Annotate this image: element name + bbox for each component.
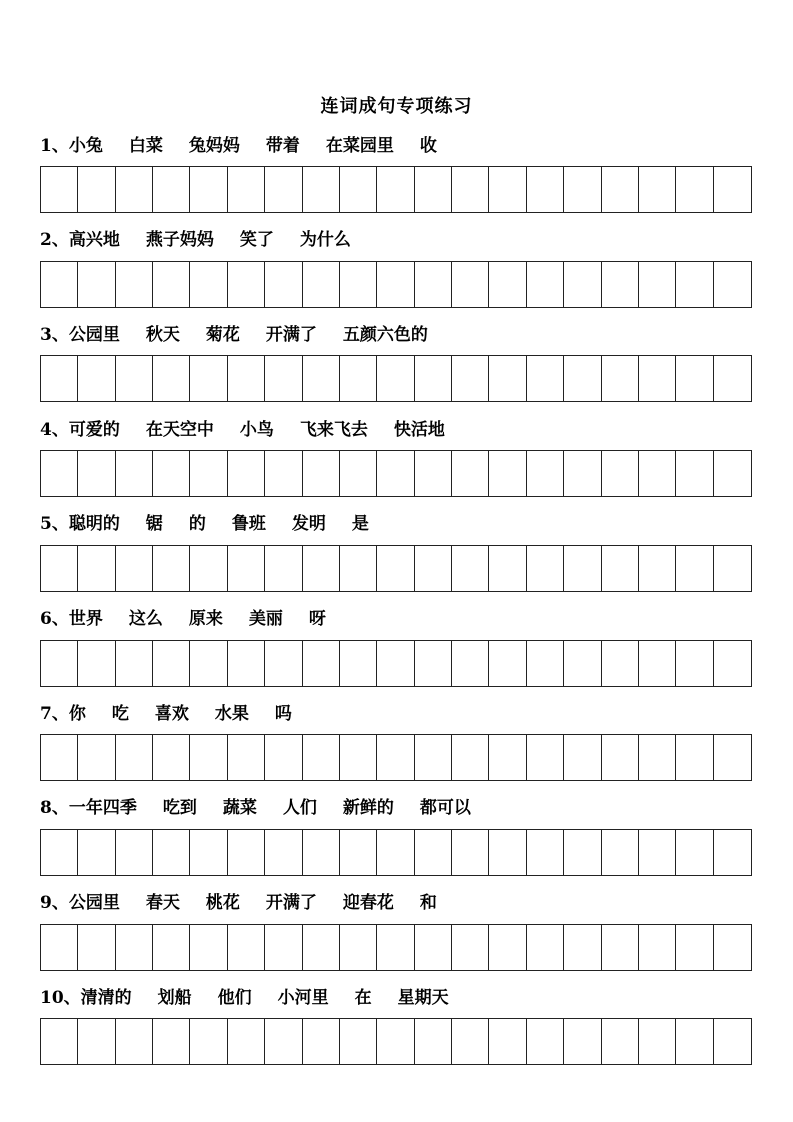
answer-cell[interactable] [564, 356, 601, 401]
answer-cell[interactable] [714, 1019, 751, 1064]
answer-cell[interactable] [78, 1019, 115, 1064]
answer-cell[interactable] [415, 167, 452, 212]
question-number: 10、 [40, 987, 81, 1008]
word-card: 和 [419, 893, 437, 914]
answer-cell[interactable] [116, 451, 153, 496]
answer-cell[interactable] [415, 641, 452, 686]
answer-cell[interactable] [527, 167, 564, 212]
answer-cell[interactable] [639, 451, 676, 496]
word-card: 高兴地 [68, 230, 120, 251]
answer-cell[interactable] [377, 735, 414, 780]
answer-cell[interactable] [340, 167, 377, 212]
answer-cell[interactable] [116, 546, 153, 591]
word-card: 美丽 [248, 609, 283, 629]
answer-cell[interactable] [78, 167, 115, 212]
question-prompt [40, 132, 752, 154]
answer-cell[interactable] [190, 925, 227, 970]
word-card: 飞来飞去 [299, 419, 368, 440]
question-3 [40, 321, 752, 402]
answer-cell[interactable] [415, 830, 452, 875]
answer-grid [40, 355, 752, 402]
answer-cell[interactable] [489, 546, 526, 591]
answer-cell[interactable] [377, 830, 414, 875]
answer-cell[interactable] [228, 1019, 265, 1064]
answer-cell[interactable] [452, 1019, 489, 1064]
answer-cell[interactable] [676, 356, 713, 401]
answer-grid [40, 1018, 752, 1065]
answer-cell[interactable] [303, 167, 340, 212]
question-number: 9、 [40, 893, 69, 914]
question-number: 2、 [40, 230, 69, 251]
answer-cell[interactable] [41, 735, 78, 780]
answer-cell[interactable] [489, 356, 526, 401]
answer-cell[interactable] [228, 735, 265, 780]
word-card: 一年四季 [68, 798, 137, 819]
question-5 [40, 511, 752, 592]
answer-cell[interactable] [377, 356, 414, 401]
word-card: 桃花 [205, 893, 240, 914]
answer-cell[interactable] [265, 735, 302, 780]
answer-cell[interactable] [153, 830, 190, 875]
question-number: 8、 [40, 798, 69, 819]
answer-cell[interactable] [639, 167, 676, 212]
answer-cell[interactable] [153, 262, 190, 307]
answer-cell[interactable] [452, 641, 489, 686]
word-card: 是 [351, 514, 369, 535]
answer-cell[interactable] [564, 262, 601, 307]
answer-cell[interactable] [377, 1019, 414, 1064]
answer-cell[interactable] [714, 925, 751, 970]
answer-cell[interactable] [303, 735, 340, 780]
answer-cell[interactable] [489, 925, 526, 970]
answer-grid [40, 261, 752, 308]
answer-cell[interactable] [452, 735, 489, 780]
answer-cell[interactable] [190, 546, 227, 591]
answer-cell[interactable] [714, 546, 751, 591]
answer-cell[interactable] [41, 925, 78, 970]
answer-cell[interactable] [639, 1019, 676, 1064]
answer-cell[interactable] [340, 546, 377, 591]
question-prompt [40, 984, 752, 1006]
answer-cell[interactable] [153, 1019, 190, 1064]
answer-cell[interactable] [265, 356, 302, 401]
answer-cell[interactable] [452, 546, 489, 591]
answer-grid [40, 734, 752, 781]
answer-cell[interactable] [676, 262, 713, 307]
answer-cell[interactable] [265, 546, 302, 591]
answer-cell[interactable] [676, 546, 713, 591]
answer-cell[interactable] [78, 451, 115, 496]
question-prompt [40, 890, 752, 912]
answer-cell[interactable] [303, 546, 340, 591]
answer-cell[interactable] [78, 262, 115, 307]
word-card: 世界 [68, 609, 103, 629]
answer-cell[interactable] [564, 735, 601, 780]
word-card: 笑了 [239, 230, 274, 251]
answer-cell[interactable] [190, 1019, 227, 1064]
answer-cell[interactable] [116, 356, 153, 401]
answer-cell[interactable] [639, 925, 676, 970]
answer-cell[interactable] [639, 262, 676, 307]
question-number: 4、 [40, 419, 69, 440]
answer-cell[interactable] [303, 641, 340, 686]
word-card: 开满了 [265, 893, 317, 914]
word-card: 公园里 [68, 893, 120, 914]
word-card: 呀 [308, 609, 326, 629]
answer-cell[interactable] [377, 262, 414, 307]
answer-cell[interactable] [676, 1019, 713, 1064]
word-card: 都可以 [419, 798, 471, 819]
word-card: 带着 [265, 135, 300, 156]
answer-cell[interactable] [265, 451, 302, 496]
word-card: 吃到 [162, 798, 197, 819]
answer-cell[interactable] [527, 262, 564, 307]
answer-cell[interactable] [415, 546, 452, 591]
answer-cell[interactable] [639, 641, 676, 686]
answer-cell[interactable] [228, 925, 265, 970]
word-card: 白菜 [128, 135, 163, 156]
question-prompt [40, 511, 752, 533]
answer-cell[interactable] [415, 356, 452, 401]
answer-cell[interactable] [153, 925, 190, 970]
answer-cell[interactable] [602, 925, 639, 970]
answer-cell[interactable] [714, 356, 751, 401]
answer-cell[interactable] [265, 1019, 302, 1064]
answer-cell[interactable] [527, 735, 564, 780]
answer-cell[interactable] [190, 262, 227, 307]
answer-cell[interactable] [265, 262, 302, 307]
word-card: 秋天 [145, 324, 180, 345]
answer-cell[interactable] [602, 1019, 639, 1064]
answer-cell[interactable] [153, 641, 190, 686]
answer-cell[interactable] [676, 641, 713, 686]
answer-cell[interactable] [153, 356, 190, 401]
word-card: 为什么 [299, 230, 351, 251]
answer-cell[interactable] [676, 735, 713, 780]
word-card: 发明 [291, 514, 326, 535]
word-card: 吃 [111, 703, 129, 724]
word-card: 春天 [145, 893, 180, 914]
answer-cell[interactable] [452, 925, 489, 970]
answer-cell[interactable] [489, 262, 526, 307]
word-card: 五颜六色的 [342, 324, 428, 345]
answer-cell[interactable] [489, 641, 526, 686]
answer-cell[interactable] [527, 925, 564, 970]
answer-cell[interactable] [41, 546, 78, 591]
answer-cell[interactable] [676, 451, 713, 496]
word-card: 锯 [145, 514, 163, 535]
word-card: 开满了 [265, 324, 317, 345]
answer-cell[interactable] [116, 830, 153, 875]
answer-cell[interactable] [714, 167, 751, 212]
word-card: 在菜园里 [325, 135, 394, 156]
word-card: 蔬菜 [222, 798, 257, 819]
answer-cell[interactable] [41, 451, 78, 496]
answer-cell[interactable] [377, 641, 414, 686]
answer-cell[interactable] [489, 167, 526, 212]
question-1 [40, 132, 752, 213]
answer-cell[interactable] [41, 1019, 78, 1064]
answer-cell[interactable] [116, 167, 153, 212]
answer-cell[interactable] [228, 546, 265, 591]
answer-cell[interactable] [116, 925, 153, 970]
answer-cell[interactable] [190, 735, 227, 780]
answer-cell[interactable] [78, 641, 115, 686]
word-card: 兔妈妈 [188, 135, 240, 156]
answer-cell[interactable] [602, 735, 639, 780]
answer-cell[interactable] [676, 830, 713, 875]
answer-cell[interactable] [153, 451, 190, 496]
answer-cell[interactable] [41, 830, 78, 875]
word-card: 鲁班 [231, 514, 266, 535]
answer-cell[interactable] [78, 356, 115, 401]
answer-cell[interactable] [564, 546, 601, 591]
answer-grid [40, 640, 752, 687]
answer-cell[interactable] [265, 641, 302, 686]
answer-grid [40, 829, 752, 876]
word-card: 新鲜的 [342, 798, 394, 819]
word-card: 这么 [128, 609, 163, 629]
word-card: 原来 [188, 609, 223, 629]
answer-cell[interactable] [228, 262, 265, 307]
answer-cell[interactable] [602, 356, 639, 401]
answer-cell[interactable] [265, 830, 302, 875]
answer-cell[interactable] [564, 925, 601, 970]
answer-cell[interactable] [78, 925, 115, 970]
word-card: 可爱的 [68, 419, 120, 440]
answer-cell[interactable] [340, 641, 377, 686]
answer-cell[interactable] [340, 1019, 377, 1064]
answer-cell[interactable] [527, 1019, 564, 1064]
answer-cell[interactable] [265, 167, 302, 212]
answer-cell[interactable] [564, 167, 601, 212]
word-card: 小兔 [68, 135, 103, 156]
word-card: 菊花 [205, 324, 240, 345]
word-card: 小鸟 [239, 419, 274, 440]
question-10 [40, 984, 752, 1065]
answer-cell[interactable] [527, 546, 564, 591]
answer-cell[interactable] [714, 262, 751, 307]
answer-cell[interactable] [377, 167, 414, 212]
answer-cell[interactable] [527, 451, 564, 496]
answer-cell[interactable] [190, 356, 227, 401]
answer-cell[interactable] [489, 830, 526, 875]
answer-cell[interactable] [415, 735, 452, 780]
answer-cell[interactable] [564, 830, 601, 875]
answer-cell[interactable] [340, 451, 377, 496]
answer-cell[interactable] [377, 925, 414, 970]
answer-cell[interactable] [265, 925, 302, 970]
answer-cell[interactable] [676, 167, 713, 212]
question-number: 6、 [40, 609, 69, 629]
answer-cell[interactable] [415, 262, 452, 307]
word-card: 小河里 [277, 987, 329, 1008]
answer-cell[interactable] [190, 451, 227, 496]
answer-cell[interactable] [116, 641, 153, 686]
word-card: 聪明的 [68, 514, 120, 535]
question-prompt [40, 416, 752, 438]
answer-grid [40, 924, 752, 971]
answer-cell[interactable] [714, 641, 751, 686]
answer-cell[interactable] [452, 167, 489, 212]
answer-cell[interactable] [602, 830, 639, 875]
answer-cell[interactable] [340, 830, 377, 875]
answer-cell[interactable] [153, 167, 190, 212]
worksheet-title: 连词成句专项练习 [320, 96, 473, 117]
answer-cell[interactable] [714, 451, 751, 496]
answer-cell[interactable] [116, 1019, 153, 1064]
answer-cell[interactable] [377, 546, 414, 591]
answer-cell[interactable] [78, 735, 115, 780]
question-prompt [40, 700, 752, 722]
question-6 [40, 606, 752, 687]
word-card: 收 [419, 135, 437, 156]
answer-cell[interactable] [41, 262, 78, 307]
word-card: 喜欢 [154, 703, 189, 724]
answer-cell[interactable] [564, 641, 601, 686]
word-card: 他们 [217, 987, 252, 1008]
answer-cell[interactable] [303, 262, 340, 307]
answer-cell[interactable] [41, 356, 78, 401]
answer-cell[interactable] [602, 641, 639, 686]
answer-cell[interactable] [340, 262, 377, 307]
answer-cell[interactable] [190, 167, 227, 212]
answer-cell[interactable] [527, 641, 564, 686]
word-card: 的 [188, 514, 206, 535]
answer-cell[interactable] [78, 830, 115, 875]
word-card: 吗 [274, 703, 292, 724]
question-number: 7、 [40, 703, 69, 724]
answer-cell[interactable] [377, 451, 414, 496]
word-card: 公园里 [68, 324, 120, 345]
answer-cell[interactable] [153, 735, 190, 780]
word-card: 水果 [214, 703, 249, 724]
word-card: 人们 [282, 798, 317, 819]
answer-grid [40, 166, 752, 213]
answer-cell[interactable] [41, 167, 78, 212]
answer-cell[interactable] [602, 546, 639, 591]
answer-cell[interactable] [228, 451, 265, 496]
answer-cell[interactable] [303, 356, 340, 401]
answer-cell[interactable] [116, 262, 153, 307]
answer-cell[interactable] [78, 546, 115, 591]
answer-cell[interactable] [452, 830, 489, 875]
answer-cell[interactable] [415, 925, 452, 970]
question-prompt [40, 795, 752, 817]
word-card: 清清的 [80, 987, 132, 1008]
word-card: 在 [354, 987, 372, 1008]
answer-cell[interactable] [190, 641, 227, 686]
answer-cell[interactable] [228, 830, 265, 875]
answer-cell[interactable] [602, 451, 639, 496]
answer-cell[interactable] [527, 356, 564, 401]
answer-cell[interactable] [340, 925, 377, 970]
answer-cell[interactable] [602, 167, 639, 212]
answer-cell[interactable] [676, 925, 713, 970]
question-number: 3、 [40, 324, 69, 345]
question-8 [40, 795, 752, 876]
answer-cell[interactable] [602, 262, 639, 307]
answer-cell[interactable] [489, 1019, 526, 1064]
word-card: 星期天 [397, 987, 449, 1008]
answer-cell[interactable] [303, 451, 340, 496]
answer-cell[interactable] [228, 356, 265, 401]
question-4 [40, 416, 752, 497]
answer-cell[interactable] [639, 546, 676, 591]
question-number: 5、 [40, 514, 69, 535]
answer-cell[interactable] [340, 735, 377, 780]
answer-cell[interactable] [452, 262, 489, 307]
answer-cell[interactable] [303, 830, 340, 875]
word-card: 划船 [157, 987, 192, 1008]
answer-cell[interactable] [415, 1019, 452, 1064]
word-card: 快活地 [393, 419, 445, 440]
answer-cell[interactable] [452, 451, 489, 496]
answer-cell[interactable] [489, 735, 526, 780]
answer-cell[interactable] [41, 641, 78, 686]
question-prompt [40, 606, 752, 628]
answer-grid [40, 545, 752, 592]
word-card: 在天空中 [145, 419, 214, 440]
word-card: 你 [68, 703, 86, 724]
question-prompt [40, 227, 752, 249]
answer-cell[interactable] [639, 356, 676, 401]
answer-cell[interactable] [340, 356, 377, 401]
answer-cell[interactable] [489, 451, 526, 496]
answer-cell[interactable] [527, 830, 564, 875]
answer-cell[interactable] [116, 735, 153, 780]
answer-cell[interactable] [415, 451, 452, 496]
answer-cell[interactable] [303, 1019, 340, 1064]
answer-grid [40, 450, 752, 497]
question-2 [40, 227, 752, 308]
answer-cell[interactable] [303, 925, 340, 970]
question-prompt [40, 321, 752, 343]
answer-cell[interactable] [153, 546, 190, 591]
answer-cell[interactable] [190, 830, 227, 875]
answer-cell[interactable] [564, 451, 601, 496]
answer-cell[interactable] [714, 830, 751, 875]
word-card: 迎春花 [342, 893, 394, 914]
question-7 [40, 700, 752, 781]
question-number: 1、 [40, 135, 69, 156]
word-card: 燕子妈妈 [145, 230, 214, 251]
answer-cell[interactable] [452, 356, 489, 401]
question-9 [40, 890, 752, 971]
answer-cell[interactable] [639, 830, 676, 875]
answer-cell[interactable] [639, 735, 676, 780]
answer-cell[interactable] [564, 1019, 601, 1064]
answer-cell[interactable] [228, 641, 265, 686]
answer-cell[interactable] [714, 735, 751, 780]
answer-cell[interactable] [228, 167, 265, 212]
